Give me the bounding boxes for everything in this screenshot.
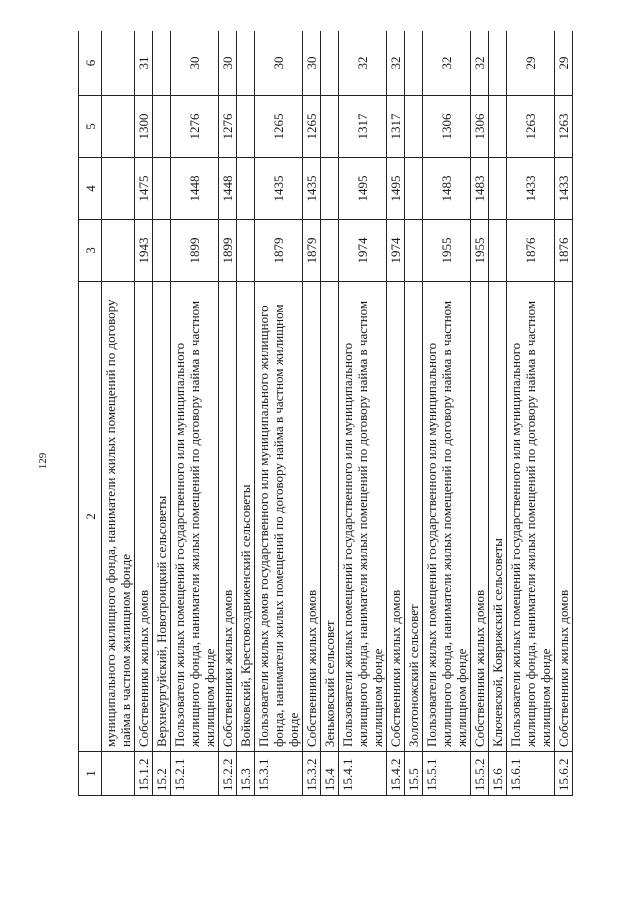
row-value-col6: 30: [171, 31, 219, 96]
row-name: Пользователи жилых помещений государственного или муниципального жилищного фонда, наниматели жилых помещений по договору найма в частном жилищном фонде: [507, 282, 555, 752]
row-name: Собственники жилых домов: [471, 282, 489, 752]
row-code: 15.3.2: [303, 752, 321, 796]
table-row: [135, 31, 153, 796]
row-value-col5: 1263: [507, 96, 555, 158]
row-value-col6: [102, 31, 135, 96]
table-row: [303, 31, 321, 796]
row-value-col3: 1879: [303, 220, 321, 282]
table-row: [321, 31, 339, 796]
header-cell: 3: [79, 220, 102, 282]
row-value-col4: 1435: [255, 158, 303, 220]
row-value-col6: 30: [303, 31, 321, 96]
row-code: 15.6.1: [507, 752, 555, 796]
row-name: Войковский, Крестовоздвиженский сельсоветы: [237, 282, 255, 752]
row-value-col6: 30: [255, 31, 303, 96]
row-value-col3: 1879: [255, 220, 303, 282]
row-value-col6: 32: [339, 31, 387, 96]
table-row: [255, 31, 303, 796]
table-row: [339, 31, 387, 796]
row-value-col6: [153, 31, 171, 96]
table-row: [507, 31, 555, 796]
row-value-col3: [489, 220, 507, 282]
row-code: 15.5: [405, 752, 423, 796]
row-code: 15.5.1: [423, 752, 471, 796]
row-code: [102, 752, 135, 796]
row-value-col3: 1899: [171, 220, 219, 282]
row-value-col3: 1974: [387, 220, 405, 282]
row-value-col5: 1306: [471, 96, 489, 158]
table-row: [405, 31, 423, 796]
row-value-col5: 1265: [303, 96, 321, 158]
row-code: 15.3.1: [255, 752, 303, 796]
table-row: [102, 31, 135, 796]
row-value-col5: 1276: [171, 96, 219, 158]
table-row: [237, 31, 255, 796]
row-value-col5: 1300: [135, 96, 153, 158]
row-value-col4: [405, 158, 423, 220]
row-name: Пользователи жилых помещений государственного или муниципального жилищного фонда, наниматели жилых помещений по договору найма в частном жилищном фонде: [423, 282, 471, 752]
row-code: 15.2.2: [219, 752, 237, 796]
row-value-col6: 32: [387, 31, 405, 96]
header-cell: 5: [79, 96, 102, 158]
row-value-col5: 1317: [387, 96, 405, 158]
row-code: 15.5.2: [471, 752, 489, 796]
header-cell: 4: [79, 158, 102, 220]
row-name: Ключевской, Коврижский сельсоветы: [489, 282, 507, 752]
table-row: [489, 31, 507, 796]
row-name: Пользователи жилых помещений государственного или муниципального жилищного фонда, наниматели жилых помещений по договору найма в частном жилищном фонде: [339, 282, 387, 752]
row-value-col5: 1306: [423, 96, 471, 158]
row-value-col4: 1448: [171, 158, 219, 220]
row-name: Собственники жилых домов: [555, 282, 573, 752]
row-value-col6: [237, 31, 255, 96]
row-code: 15.4.1: [339, 752, 387, 796]
row-value-col6: [321, 31, 339, 96]
page-number: 129: [37, 452, 49, 470]
header-cell: 1: [79, 752, 102, 796]
row-value-col4: 1495: [339, 158, 387, 220]
row-code: 15.3: [237, 752, 255, 796]
row-value-col4: 1435: [303, 158, 321, 220]
row-code: 15.2: [153, 752, 171, 796]
table-row: [555, 31, 573, 796]
table-row: [387, 31, 405, 796]
row-value-col5: 1265: [255, 96, 303, 158]
row-name: Пользователи жилых домов государственного или муниципального жилищного фонда, наниматели жилых помещений по договору найма в частном жилищном фонде: [255, 282, 303, 752]
row-value-col4: [102, 158, 135, 220]
table-row: [471, 31, 489, 796]
row-name: Собственники жилых домов: [219, 282, 237, 752]
row-value-col6: 31: [135, 31, 153, 96]
header-cell: 2: [79, 282, 102, 752]
row-value-col3: 1974: [339, 220, 387, 282]
row-value-col5: 1276: [219, 96, 237, 158]
row-code: 15.4: [321, 752, 339, 796]
row-value-col5: [405, 96, 423, 158]
rotated-sheet: [78, 31, 612, 796]
row-value-col4: 1433: [555, 158, 573, 220]
row-value-col4: 1495: [387, 158, 405, 220]
row-value-col3: [321, 220, 339, 282]
row-value-col3: [153, 220, 171, 282]
table-row: [423, 31, 471, 796]
row-value-col4: [237, 158, 255, 220]
row-code: 15.6.2: [555, 752, 573, 796]
row-value-col4: 1433: [507, 158, 555, 220]
row-value-col4: [489, 158, 507, 220]
row-name: Собственники жилых домов: [135, 282, 153, 752]
row-code: 15.6: [489, 752, 507, 796]
header-cell: 6: [79, 31, 102, 96]
row-value-col3: 1955: [471, 220, 489, 282]
row-name: муниципального жилищного фонда, наниматели жилых помещений по договору найма в частном жилищном фонде: [102, 282, 135, 752]
row-value-col3: 1955: [423, 220, 471, 282]
row-value-col6: 32: [423, 31, 471, 96]
row-code: 15.2.1: [171, 752, 219, 796]
row-value-col3: [237, 220, 255, 282]
row-value-col3: [405, 220, 423, 282]
table-header-row: [79, 31, 102, 796]
row-value-col3: 1876: [507, 220, 555, 282]
table-row: [153, 31, 171, 796]
row-name: Собственники жилых домов: [303, 282, 321, 752]
row-value-col5: 1317: [339, 96, 387, 158]
row-value-col5: [489, 96, 507, 158]
row-value-col3: [102, 220, 135, 282]
row-value-col6: 32: [471, 31, 489, 96]
tariff-table: [78, 31, 573, 796]
row-value-col6: [489, 31, 507, 96]
row-value-col5: [321, 96, 339, 158]
row-value-col3: 1899: [219, 220, 237, 282]
row-value-col6: 30: [219, 31, 237, 96]
row-value-col4: [321, 158, 339, 220]
row-name: Зеньковский сельсовет: [321, 282, 339, 752]
table-row: [219, 31, 237, 796]
row-code: 15.4.2: [387, 752, 405, 796]
row-name: Пользователи жилых помещений государственного или муниципального жилищного фонда, наниматели жилых помещений по договору найма в частном жилищном фонде: [171, 282, 219, 752]
row-value-col6: 29: [555, 31, 573, 96]
row-code: 15.1.2: [135, 752, 153, 796]
row-value-col4: 1448: [219, 158, 237, 220]
row-value-col6: 29: [507, 31, 555, 96]
row-value-col3: 1876: [555, 220, 573, 282]
row-value-col5: [102, 96, 135, 158]
row-value-col4: 1475: [135, 158, 153, 220]
row-value-col4: 1483: [471, 158, 489, 220]
row-value-col5: 1263: [555, 96, 573, 158]
row-name: Верхнеургуйский, Новотроицкий сельсоветы: [153, 282, 171, 752]
row-name: Собственники жилых домов: [387, 282, 405, 752]
table-row: [171, 31, 219, 796]
rotated-table-container: [78, 31, 612, 796]
row-value-col3: 1943: [135, 220, 153, 282]
row-value-col6: [405, 31, 423, 96]
row-value-col5: [237, 96, 255, 158]
row-value-col5: [153, 96, 171, 158]
row-value-col4: 1483: [423, 158, 471, 220]
row-value-col4: [153, 158, 171, 220]
row-name: Золотоножский сельсовет: [405, 282, 423, 752]
